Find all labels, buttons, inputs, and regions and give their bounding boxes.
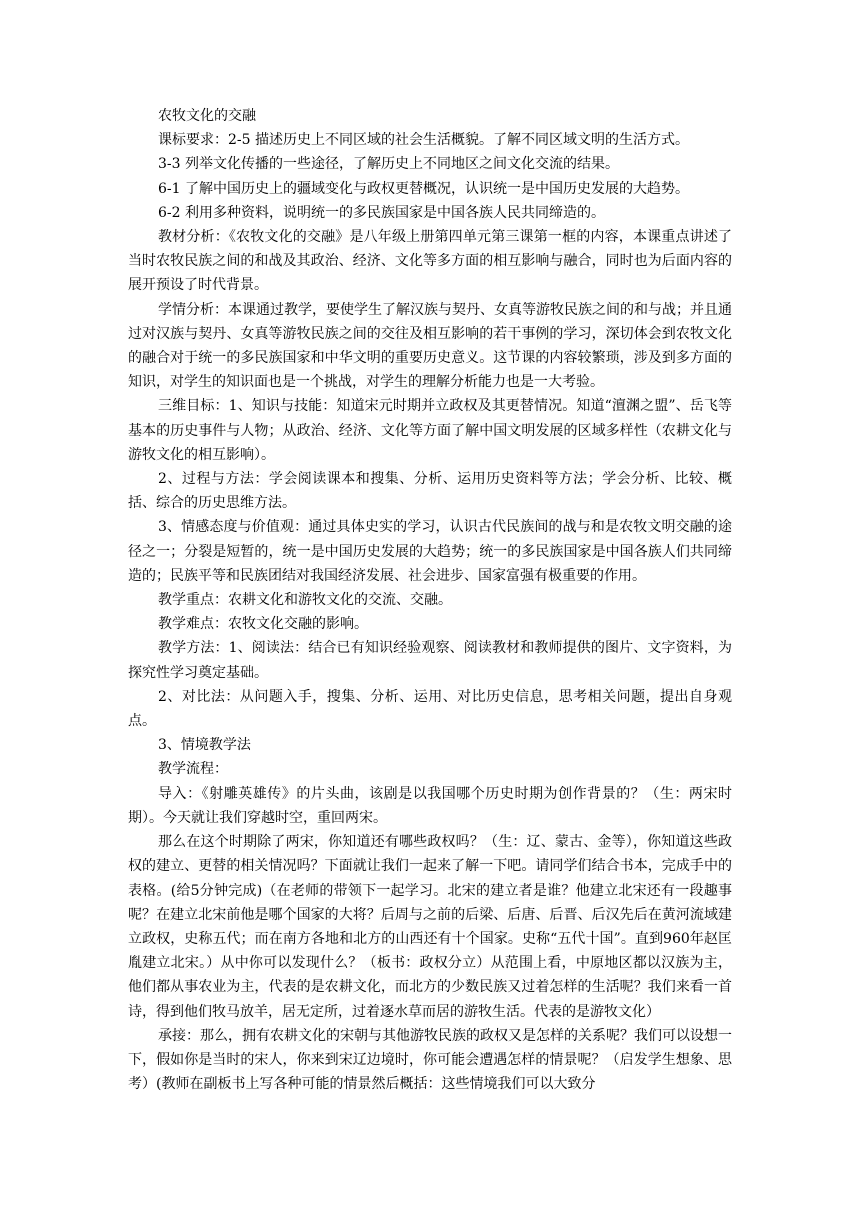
objectives-knowledge: 三维目标：1、知识与技能：知道宋元时期并立政权及其更替情况。知道“澶渊之盟”、岳飞等基本的历史事件与人物；从政治、经济、文化等方面了解中国文明发展的区域多样性（农耕文化与游牧文化的相互影响）。 bbox=[128, 398, 732, 463]
requirement-6-2: 6-2 利用多种资料，说明统一的多民族国家是中国各族人民共同缔造的。 bbox=[158, 204, 605, 221]
teaching-focus: 教学重点：农耕文化和游牧文化的交流、交融。 bbox=[158, 592, 452, 609]
lesson-introduction: 导入：《射雕英雄传》的片头曲，该剧是以我国哪个历史时期为创作背景的？（生：两宋时期）。今天就让我们穿越时空，重回两宋。 bbox=[128, 785, 732, 826]
requirement-6-1: 6-1 了解中国历史上的疆域变化与政权更替概况，认识统一是中国历史发展的大趋势。 bbox=[158, 180, 689, 197]
lesson-regimes: 那么在这个时期除了两宋，你知道还有哪些政权吗？（生：辽、蒙古、金等），你知道这些政权的建立、更替的相关情况吗？下面就让我们一起来了解一下吧。请同学们结合书本，完成手中的表格。(给5分钟完成)（在老师的带领下一起学习。北宋的建立者是谁？他建立北宋还有一段趣事呢？在建立北宋前他是哪个国家的大将？后周与之前的后梁、后唐、后晋、后汉先后在黄河流域建立政权，史称五代；而在南方各地和北方的山西还有十个国家。史称“五代十国”。直到960年赵匡胤建立北宋。）从中你可以发现什么？（板书：政权分立）从范围上看，中原地区都以汉族为主，他们都从事农业为主，代表的是农耕文化，而北方的少数民族又过着怎样的生活呢？我们来看一首诗，得到他们牧马放羊，居无定所，过着逐水草而居的游牧生活。代表的是游牧文化） bbox=[128, 834, 732, 1020]
objectives-values: 3、情感态度与价值观：通过具体史实的学习，认识古代民族间的战与和是农牧文明交融的途径之一；分裂是短暂的，统一是中国历史发展的大趋势；统一的多民族国家是中国各族人们共同缔造的；民族平等和民族团结对我国经济发展、社会进步、国家富强有极重要的作用。 bbox=[128, 519, 732, 584]
teaching-difficulty: 教学难点：农牧文化交融的影响。 bbox=[158, 616, 368, 633]
textbook-analysis: 教材分析：《农牧文化的交融》是八年级上册第四单元第三课第一框的内容，本课重点讲述了当时农牧民族之间的和战及其政治、经济、文化等多方面的相互影响与融合，同时也为后面内容的展开预设了时代背景。 bbox=[128, 229, 732, 294]
document-title: 农牧文化的交融 bbox=[158, 108, 256, 124]
method-reading: 教学方法：1、阅读法：结合已有知识经验观察、阅读教材和教师提供的图片、文字资料，为探究性学习奠定基础。 bbox=[128, 640, 732, 681]
student-analysis: 学情分析：本课通过教学，要使学生了解汉族与契丹、女真等游牧民族之间的和与战；并且通过对汉族与契丹、女真等游牧民族之间的交往及相互影响的若干事例的学习，深切体会到农牧文化的融合对于统一的多民族国家和中华文明的重要历史意义。这节课的内容较繁琐，涉及到多方面的知识，对学生的知识面也是一个挑战，对学生的理解分析能力也是一大考验。 bbox=[128, 301, 732, 391]
curriculum-requirement: 课标要求：2-5 描述历史上不同区域的社会生活概貌。了解不同区域文明的生活方式。 bbox=[158, 132, 689, 149]
requirement-3-3: 3-3 列举文化传播的一些途径，了解历史上不同地区之间文化交流的结果。 bbox=[158, 156, 619, 173]
lesson-transition: 承接：那么，拥有农耕文化的宋朝与其他游牧民族的政权又是怎样的关系呢？我们可以设想一下，假如你是当时的宋人，你来到宋辽边境时，你可能会遭遇怎样的情景呢？（启发学生想象、思考）(教师在副板书上写各种可能的情景然后概括：这些情境我们可以大致分 bbox=[128, 1027, 732, 1093]
method-situational: 3、情境教学法 bbox=[158, 737, 251, 754]
objectives-process: 2、过程与方法：学会阅读课本和搜集、分析、运用历史资料等方法；学会分析、比较、概括、综合的历史思维方法。 bbox=[128, 471, 732, 512]
teaching-process-heading: 教学流程： bbox=[158, 761, 228, 778]
document-body bbox=[128, 104, 732, 1096]
method-comparison: 2、对比法：从问题入手，搜集、分析、运用、对比历史信息，思考相关问题，提出自身观点。 bbox=[128, 688, 732, 730]
